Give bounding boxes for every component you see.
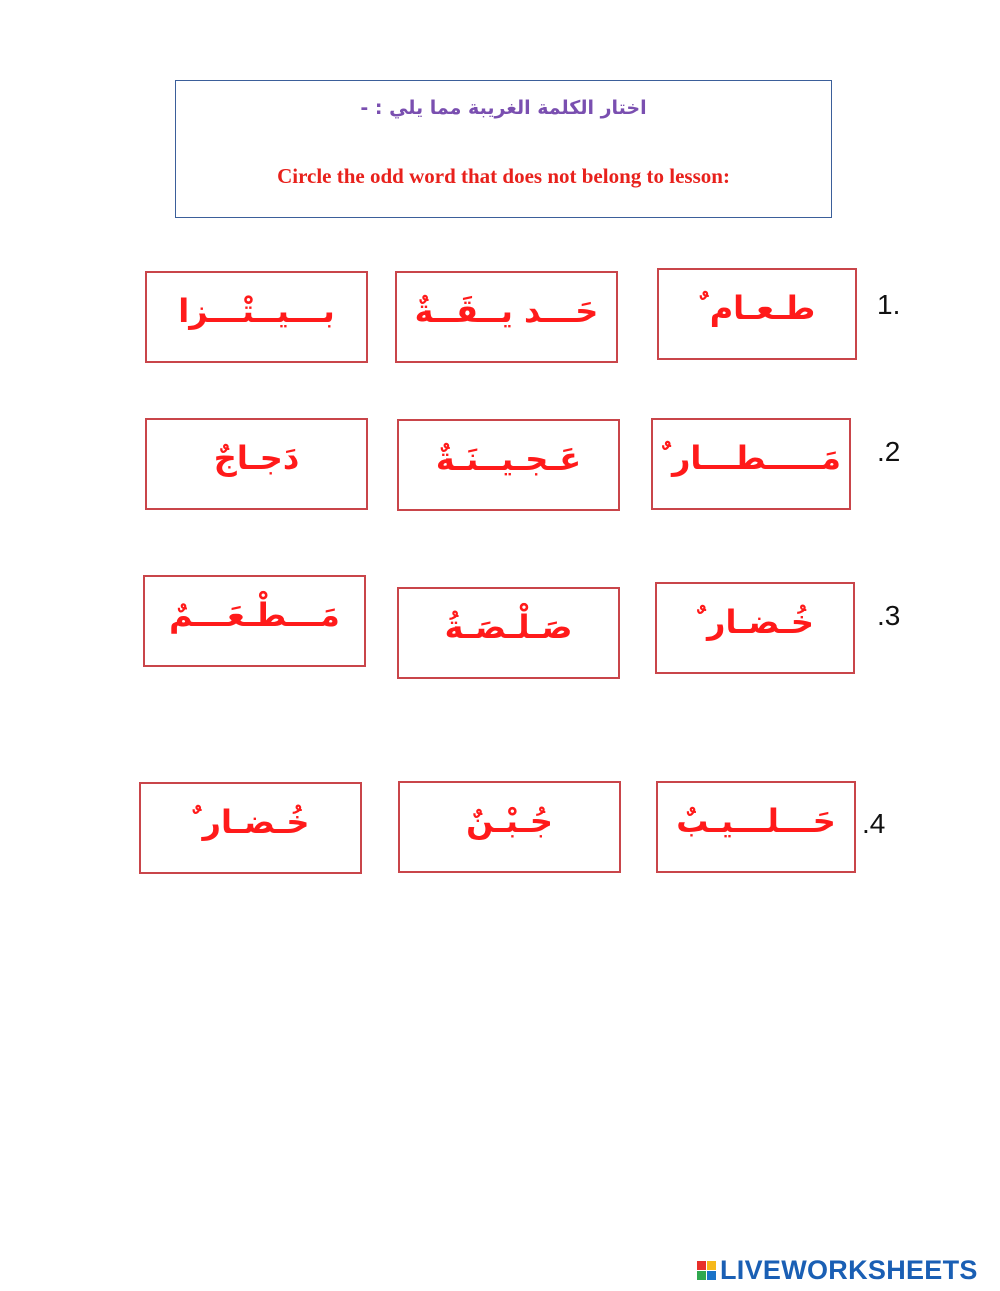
word-label: خُـضـار ٌ (696, 603, 814, 641)
word-label: طـعـام ٌ (698, 289, 816, 327)
word-label: دَجـاجٌ (213, 439, 300, 477)
instruction-arabic: اختار الكلمة الغريبة مما يلي : - (360, 97, 647, 119)
word-option-4a[interactable] (656, 781, 856, 873)
word-label: مَـــــطـــار ٌ (661, 439, 841, 477)
instruction-box (175, 80, 832, 218)
word-option-2b[interactable] (397, 419, 620, 511)
word-label: حَـــلـــيـبٌ (676, 802, 836, 840)
word-label: حَـــد يــقَــةٌ (414, 292, 599, 330)
question-number-1: 1. (877, 289, 901, 320)
word-option-3a[interactable] (655, 582, 855, 674)
word-label: جُـبْـنٌ (466, 802, 553, 840)
word-option-1b[interactable] (395, 271, 618, 363)
word-option-1a[interactable] (657, 268, 857, 360)
word-label: عَـجـيــنَـةٌ (435, 440, 582, 478)
brand-name: LIVEWORKSHEETS (720, 1254, 978, 1285)
question-number-2: .2 (877, 436, 901, 467)
word-label: خُـضـار ٌ (191, 803, 310, 841)
word-option-1c[interactable] (145, 271, 368, 363)
question-number-4: .4 (862, 808, 886, 839)
liveworksheets-logo-icon (697, 1261, 716, 1280)
liveworksheets-brand[interactable] (697, 1255, 978, 1285)
word-label: مَـــطْـعَـــمٌ (169, 596, 340, 634)
word-option-2c[interactable] (145, 418, 368, 510)
instruction-english: Circle the odd word that does not belong to lesson: (277, 164, 730, 188)
word-option-4c[interactable] (139, 782, 362, 874)
word-label: بـــيــتْـــزا (178, 292, 335, 330)
word-option-4b[interactable] (398, 781, 621, 873)
word-option-2a[interactable] (651, 418, 851, 510)
word-option-3b[interactable] (397, 587, 620, 679)
question-number-3: .3 (877, 600, 901, 631)
word-label: صَـلْـصَـةُ (444, 608, 573, 646)
word-option-3c[interactable] (143, 575, 366, 667)
